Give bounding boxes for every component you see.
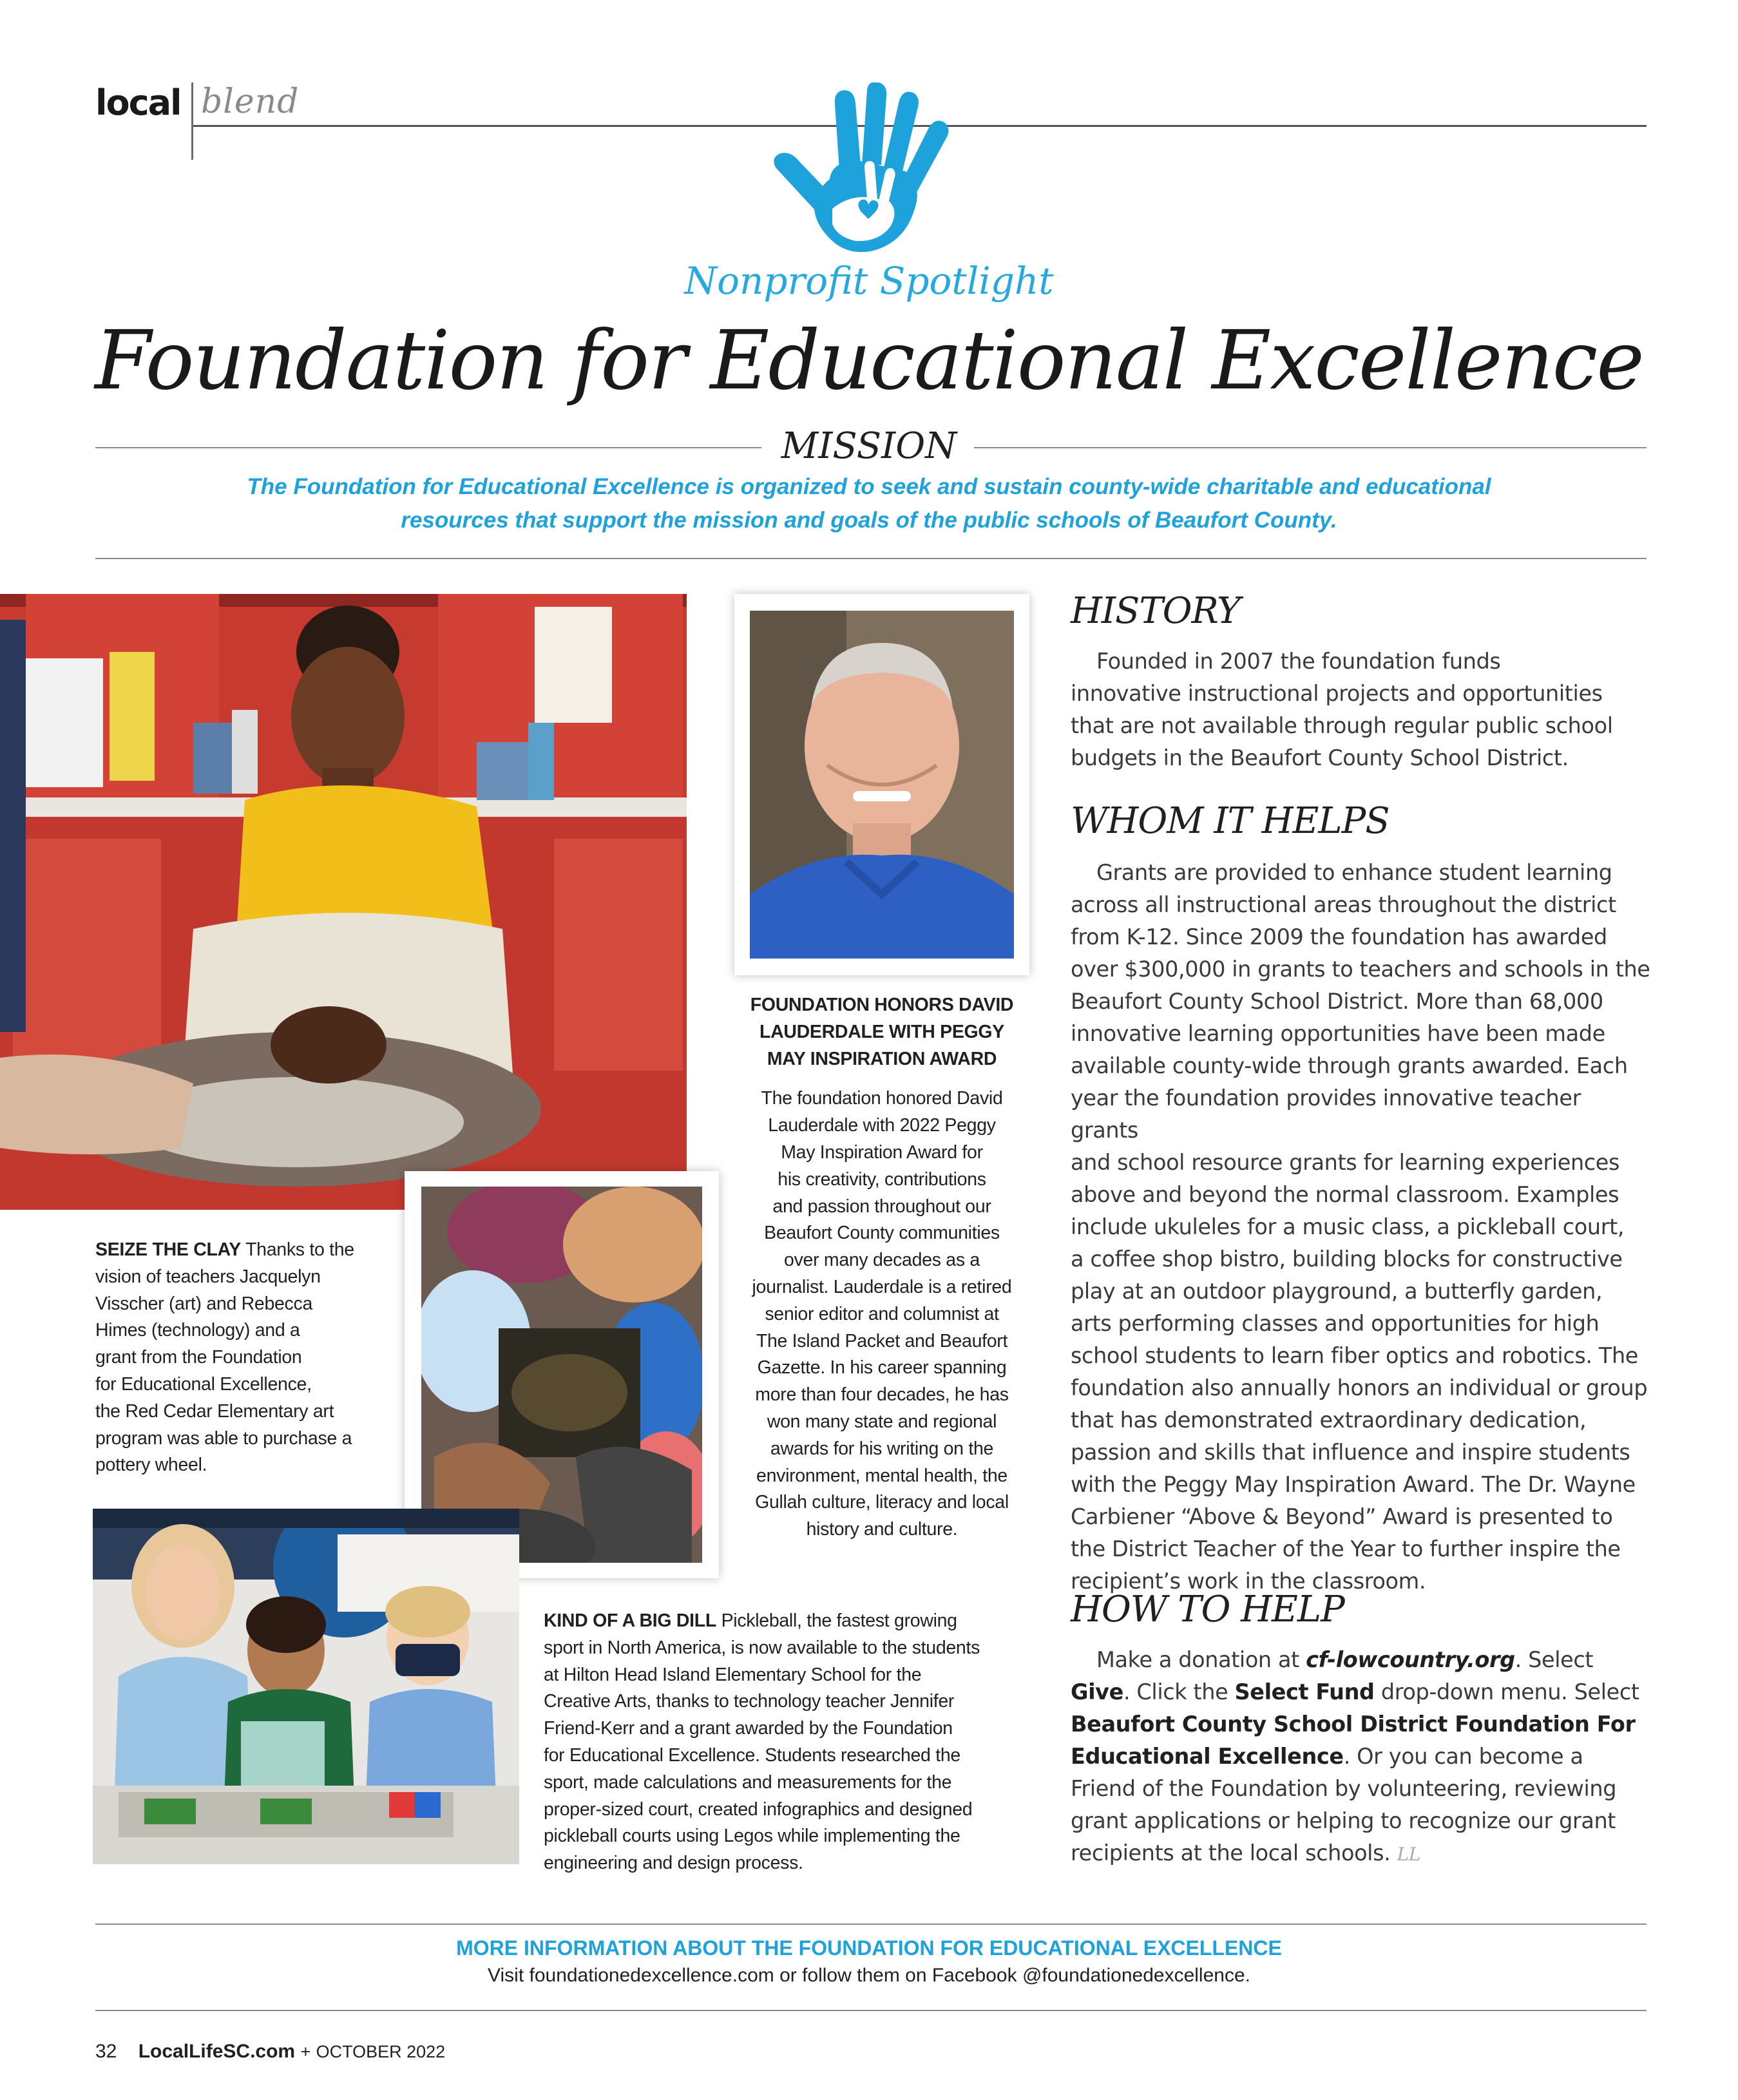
caption-dill-line: Friend-Kerr and a grant awarded by the Foundation bbox=[544, 1718, 953, 1739]
history-line: that are not available through regular public school bbox=[1071, 713, 1613, 738]
caption-dill-line: pickleball courts using Legos while implementing the bbox=[544, 1826, 960, 1847]
whom-line: foundation also annually honors an individual or group bbox=[1071, 1375, 1648, 1400]
hand-heart-icon bbox=[770, 82, 968, 258]
donation-link[interactable]: cf-lowcountry.org bbox=[1306, 1647, 1515, 1672]
page-footer bbox=[95, 2041, 445, 2063]
help-text: Make a donation at bbox=[1096, 1647, 1306, 1672]
mission-label: MISSION bbox=[781, 425, 957, 467]
help-text: . Click the bbox=[1123, 1679, 1235, 1704]
caption-david-line: awards for his writing on the bbox=[770, 1438, 994, 1459]
help-text: . Or you can become a bbox=[1343, 1744, 1583, 1769]
caption-david-line: senior editor and columnist at bbox=[765, 1303, 999, 1324]
caption-seize-the-clay bbox=[95, 1237, 385, 1479]
caption-clay-line: grant from the Foundation bbox=[95, 1347, 302, 1368]
caption-david-lauderdale bbox=[728, 992, 1036, 1543]
caption-dill-line: proper-sized court, created infographics and designed bbox=[544, 1799, 973, 1820]
mission-statement bbox=[129, 470, 1609, 537]
caption-david-line: and passion throughout our bbox=[772, 1196, 991, 1217]
caption-clay-line: Himes (technology) and a bbox=[95, 1320, 300, 1341]
photo-kids-hands bbox=[421, 1187, 702, 1563]
site-name: LocalLifeSC.com bbox=[138, 2041, 296, 2062]
help-text: recipients at the local schools. bbox=[1071, 1840, 1397, 1866]
whom-line: Grants are provided to enhance student learning bbox=[1096, 860, 1612, 885]
issue-date: OCTOBER 2022 bbox=[316, 2042, 446, 2061]
caption-david-line: The foundation honored David bbox=[761, 1088, 1003, 1109]
caption-david-line: over many decades as a bbox=[784, 1250, 980, 1271]
photo-david-lauderdale bbox=[750, 611, 1014, 959]
caption-clay-head: SEIZE THE CLAY bbox=[95, 1239, 241, 1260]
help-select-fund: Select Fund bbox=[1234, 1679, 1375, 1704]
mission-rule-bottom bbox=[95, 558, 1647, 559]
caption-david-line: history and culture. bbox=[806, 1519, 958, 1540]
whom-line: across all instructional areas throughout the district bbox=[1071, 892, 1616, 917]
caption-david-line: more than four decades, he has bbox=[755, 1384, 1009, 1406]
whom-line: a coffee shop bistro, building blocks for constructive bbox=[1071, 1246, 1623, 1272]
caption-dill-line: for Educational Excellence. Students researched the bbox=[544, 1744, 960, 1766]
heading-history: HISTORY bbox=[1071, 590, 1240, 632]
more-info-heading: MORE INFORMATION ABOUT THE FOUNDATION FOR EDUCATIONAL EXCELLENCE bbox=[456, 1936, 1282, 1960]
caption-david-head bbox=[728, 992, 1036, 1073]
caption-dill-line: Creative Arts, thanks to technology teacher Jennifer bbox=[544, 1691, 955, 1712]
caption-dill-line: sport in North America, is now available to the students bbox=[544, 1637, 980, 1658]
footer-separator: + bbox=[300, 2042, 311, 2061]
caption-clay-line: Visscher (art) and Rebecca bbox=[95, 1293, 312, 1314]
caption-david-line: May Inspiration Award for bbox=[781, 1141, 983, 1163]
caption-dill-head: KIND OF A BIG DILL bbox=[544, 1610, 716, 1631]
section-label-local: local bbox=[95, 82, 181, 123]
more-info-text: Visit foundationedexcellence.com or follow them on Facebook @foundationedexcellence. bbox=[488, 1965, 1250, 1986]
photo-lego-pickleball bbox=[93, 1509, 519, 1864]
whom-line: Carbiener “Above & Beyond” Award is presented to bbox=[1071, 1504, 1613, 1529]
caption-dill-line: engineering and design process. bbox=[544, 1853, 803, 1874]
page-title: Foundation for Educational Excellence bbox=[95, 313, 1643, 408]
caption-clay-line: for Educational Excellence, bbox=[95, 1373, 312, 1395]
whom-line: arts performing classes and opportunities for high bbox=[1071, 1311, 1600, 1336]
caption-david-head-line: LAUDERDALE WITH PEGGY bbox=[759, 1021, 1005, 1042]
mission-line-1: The Foundation for Educational Excellence is organized to seek and sustain county-wide charitable and educational bbox=[247, 474, 1491, 499]
eyebrow-nonprofit-spotlight: Nonprofit Spotlight bbox=[684, 259, 1054, 303]
help-fund-name: Beaufort County School District Foundation For bbox=[1071, 1712, 1636, 1737]
caption-dill-line: Pickleball, the fastest growing bbox=[721, 1610, 957, 1631]
history-line: budgets in the Beaufort County School District. bbox=[1071, 745, 1569, 770]
header-divider bbox=[191, 82, 193, 160]
heading-whom-it-helps: WHOM IT HELPS bbox=[1071, 800, 1389, 842]
caption-dill-line: sport, made calculations and measurements for the bbox=[544, 1771, 952, 1793]
caption-david-line: journalist. Lauderdale is a retired bbox=[752, 1276, 1012, 1297]
caption-david-head-line: MAY INSPIRATION AWARD bbox=[767, 1048, 997, 1069]
whom-line: recipient’s work in the classroom. bbox=[1071, 1569, 1426, 1594]
more-info-rule-top bbox=[95, 1923, 1647, 1925]
caption-david-line: Beaufort County communities bbox=[764, 1223, 1000, 1244]
caption-clay-line: pottery wheel. bbox=[95, 1455, 207, 1476]
caption-clay-line: vision of teachers Jacquelyn bbox=[95, 1266, 321, 1287]
whom-line: over $300,000 in grants to teachers and schools in the bbox=[1071, 957, 1650, 982]
caption-big-dill bbox=[544, 1608, 1020, 1877]
caption-david-line: Gullah culture, literacy and local bbox=[755, 1492, 1009, 1513]
help-text: drop-down menu. Select bbox=[1374, 1679, 1639, 1704]
whom-line: available county-wide through grants awarded. Each bbox=[1071, 1053, 1628, 1078]
help-give: Give bbox=[1071, 1679, 1123, 1704]
whom-line: year the foundation provides innovative teacher grants bbox=[1071, 1085, 1581, 1143]
history-line: Founded in 2007 the foundation funds bbox=[1096, 649, 1501, 674]
whom-line: the District Teacher of the Year to further inspire the bbox=[1071, 1536, 1621, 1561]
heading-how-to-help: HOW TO HELP bbox=[1071, 1589, 1344, 1630]
whom-line: passion and skills that influence and inspire students bbox=[1071, 1440, 1630, 1465]
caption-dill-line: at Hilton Head Island Elementary School for the bbox=[544, 1664, 922, 1685]
help-fund-name-cont: Educational Excellence bbox=[1071, 1744, 1344, 1769]
more-info-rule-bottom bbox=[95, 2010, 1647, 2011]
caption-david-line: Gazette. In his career spanning bbox=[757, 1357, 1007, 1379]
whom-line: with the Peggy May Inspiration Award. The Dr. Wayne bbox=[1071, 1472, 1636, 1497]
body-whom-it-helps bbox=[1071, 857, 1650, 1598]
end-mark-ll: LL bbox=[1397, 1844, 1421, 1865]
caption-david-line: his creativity, contributions bbox=[778, 1169, 986, 1190]
section-label-blend: blend bbox=[201, 82, 300, 121]
whom-line: above and beyond the normal classroom. Examples bbox=[1071, 1182, 1619, 1207]
caption-david-line: The Island Packet and Beaufort bbox=[756, 1330, 1008, 1351]
body-history bbox=[1071, 645, 1650, 774]
body-how-to-help bbox=[1071, 1644, 1650, 1871]
help-text: . Select bbox=[1514, 1647, 1594, 1672]
caption-david-line: won many state and regional bbox=[767, 1411, 997, 1432]
photo-pottery-wheel bbox=[0, 594, 687, 1210]
caption-clay-line: program was able to purchase a bbox=[95, 1427, 352, 1449]
whom-line: Beaufort County School District. More than 68,000 bbox=[1071, 989, 1603, 1014]
page-number: 32 bbox=[95, 2041, 117, 2062]
caption-clay-line: the Red Cedar Elementary art bbox=[95, 1400, 334, 1422]
whom-line: innovative learning opportunities have been made bbox=[1071, 1021, 1605, 1046]
whom-line: include ukuleles for a music class, a pickleball court, bbox=[1071, 1214, 1625, 1239]
whom-line: play at an outdoor playground, a butterfly garden, bbox=[1071, 1279, 1603, 1304]
whom-line: from K-12. Since 2009 the foundation has awarded bbox=[1071, 924, 1607, 950]
whom-line: that has demonstrated extraordinary dedication, bbox=[1071, 1408, 1587, 1433]
caption-david-line: environment, mental health, the bbox=[756, 1465, 1007, 1486]
whom-line: school students to learn fiber optics and robotics. The bbox=[1071, 1343, 1639, 1368]
history-line: innovative instructional projects and opportunities bbox=[1071, 681, 1603, 706]
help-text: Friend of the Foundation by volunteering, reviewing bbox=[1071, 1776, 1617, 1801]
mission-line-2: resources that support the mission and goals of the public schools of Beaufort County. bbox=[401, 508, 1337, 533]
help-text: grant applications or helping to recognize our grant bbox=[1071, 1808, 1616, 1833]
caption-david-head-line: FOUNDATION HONORS DAVID bbox=[750, 995, 1014, 1015]
whom-line: and school resource grants for learning experiences bbox=[1071, 1150, 1620, 1175]
caption-clay-line: Thanks to the bbox=[245, 1239, 354, 1260]
caption-david-line: Lauderdale with 2022 Peggy bbox=[768, 1115, 996, 1136]
